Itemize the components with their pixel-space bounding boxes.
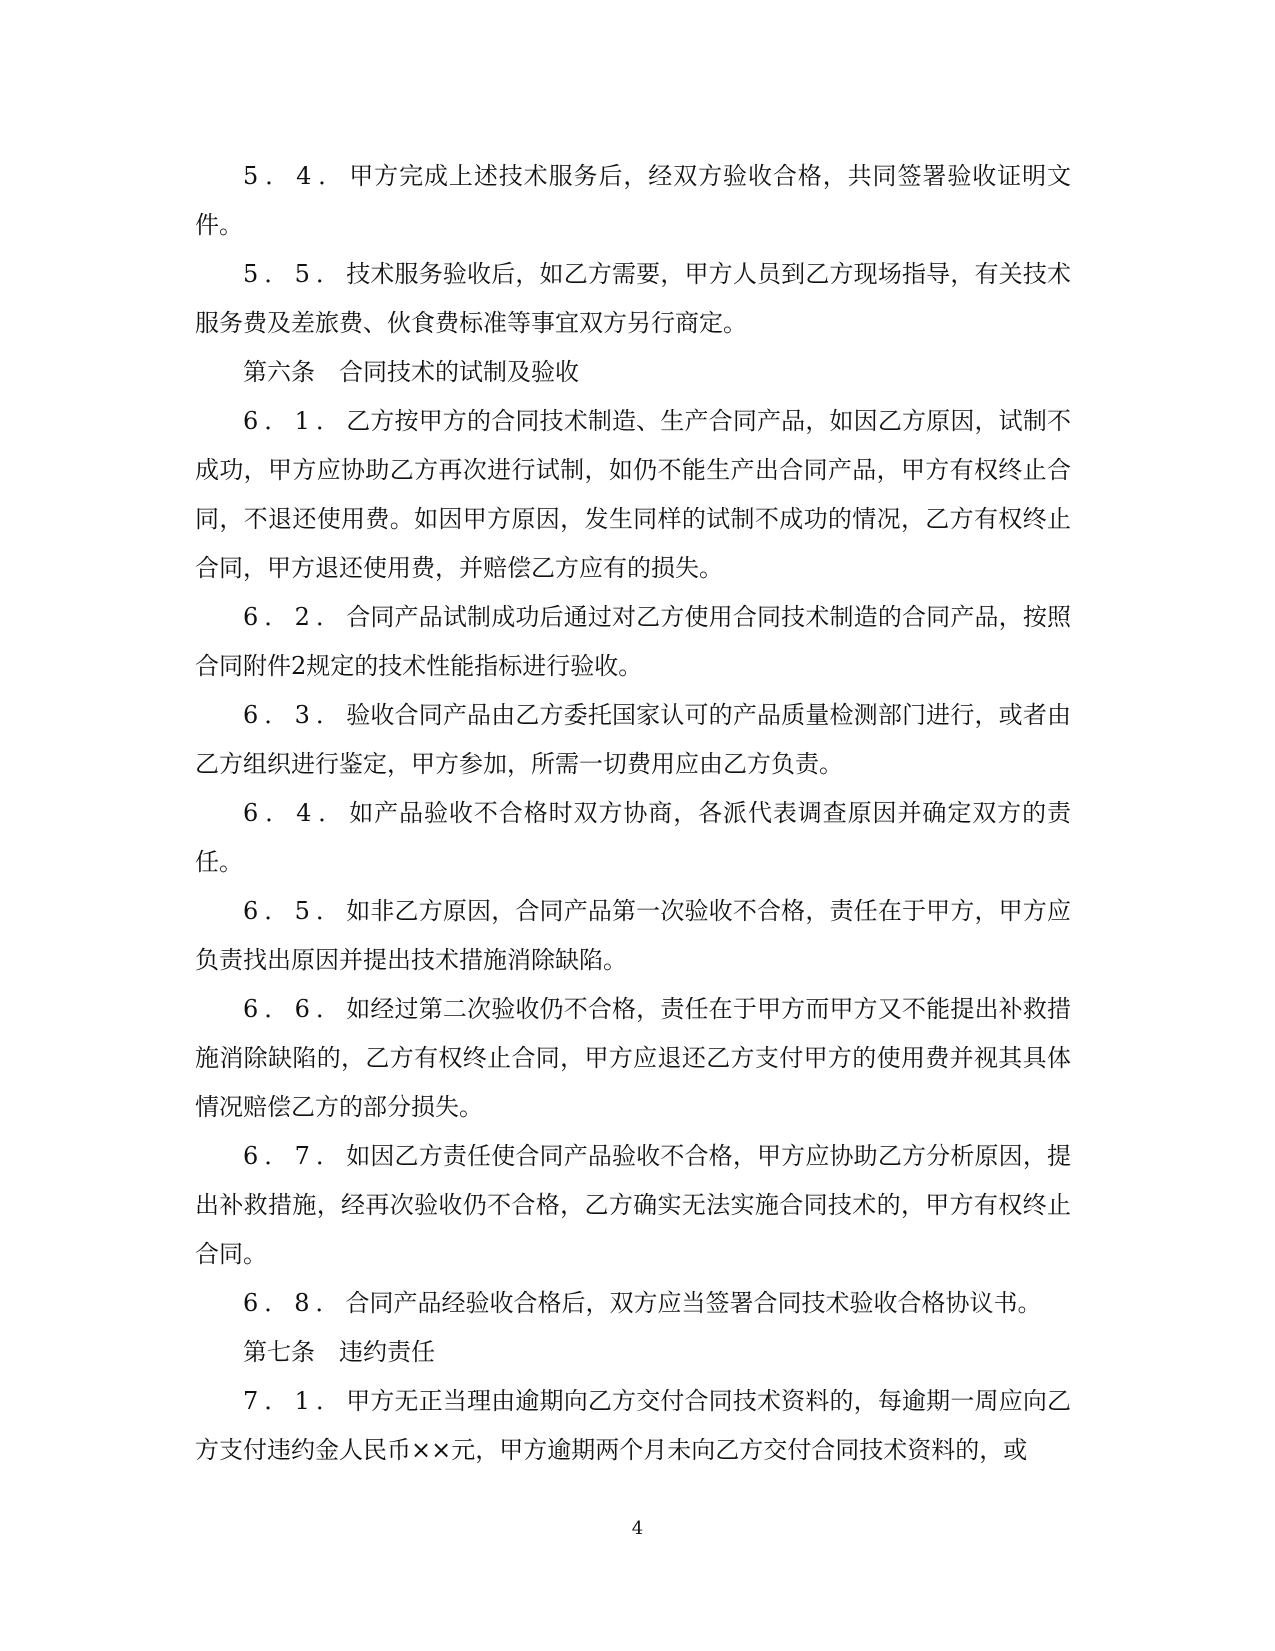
clause-text: 乙方按甲方的合同技术制造、生产合同产品，如因乙方原因，试制不成功，甲方应协助乙方再次进行试制，如仍不能生产出合同产品，甲方有权终止合同，不退还使用费。如因甲方原因，发生同样的试制不成功的情况，乙方有权终止合同，甲方退还使用费，并赔偿乙方应有的损失。 <box>195 407 1071 582</box>
clause-number: 6．5． <box>243 897 347 925</box>
clause-number: 6．1． <box>243 407 347 435</box>
clause-text: 甲方无正当理由逾期向乙方交付合同技术资料的，每逾期一周应向乙方支付违约金人民币××元，甲方逾期两个月未向乙方交付合同技术资料的，或 <box>195 1387 1071 1464</box>
clause-number: 5．4． <box>243 162 350 190</box>
page-number: 4 <box>631 1518 644 1539</box>
clause-text: 合同产品试制成功后通过对乙方使用合同技术制造的合同产品，按照合同附件2规定的技术性能指标进行验收。 <box>195 603 1071 680</box>
clause-number: 7．1． <box>243 1387 347 1415</box>
paragraph-6-7 <box>195 1132 1071 1279</box>
paragraph-6-4 <box>195 789 1071 887</box>
clause-number: 6．3． <box>243 701 347 729</box>
article-number: 第七条 <box>243 1338 315 1366</box>
clause-number: 6．8． <box>243 1289 346 1317</box>
clause-text: 技术服务验收后，如乙方需要，甲方人员到乙方现场指导，有关技术服务费及差旅费、伙食费标准等事宜双方另行商定。 <box>195 260 1071 337</box>
paragraph-5-4 <box>195 152 1071 250</box>
paragraph-7-1 <box>195 1377 1071 1475</box>
clause-number: 6．2． <box>243 603 347 631</box>
clause-text: 合同产品经验收合格后，双方应当签署合同技术验收合格协议书。 <box>345 1289 1042 1317</box>
paragraph-6-5 <box>195 887 1071 985</box>
clause-text: 验收合同产品由乙方委托国家认可的产品质量检测部门进行，或者由乙方组织进行鉴定，甲方参加，所需一切费用应由乙方负责。 <box>195 701 1071 778</box>
clause-text: 如因乙方责任使合同产品验收不合格，甲方应协助乙方分析原因，提出补救措施，经再次验收仍不合格，乙方确实无法实施合同技术的，甲方有权终止合同。 <box>195 1142 1071 1268</box>
paragraph-6-2 <box>195 593 1071 691</box>
article-title: 违约责任 <box>315 1338 435 1366</box>
clause-text: 甲方完成上述技术服务后，经双方验收合格，共同签署验收证明文件。 <box>195 162 1072 239</box>
clause-text: 如产品验收不合格时双方协商，各派代表调查原因并确定双方的责任。 <box>195 799 1072 876</box>
clause-number: 5．5． <box>243 260 347 288</box>
article-number: 第六条 <box>243 358 315 386</box>
clause-number: 6．6． <box>243 995 347 1023</box>
clause-number: 6．4． <box>243 799 350 827</box>
clause-text: 如经过第二次验收仍不合格，责任在于甲方而甲方又不能提出补救措施消除缺陷的，乙方有权终止合同，甲方应退还乙方支付甲方的使用费并视其具体情况赔偿乙方的部分损失。 <box>195 995 1071 1121</box>
document-body <box>195 152 1071 1475</box>
paragraph-5-5 <box>195 250 1071 348</box>
article-title: 合同技术的试制及验收 <box>315 358 579 386</box>
clause-number: 6．7． <box>243 1142 347 1170</box>
clause-text: 如非乙方原因，合同产品第一次验收不合格，责任在于甲方，甲方应负责找出原因并提出技术措施消除缺陷。 <box>195 897 1071 974</box>
paragraph-6-3 <box>195 691 1071 789</box>
paragraph-6-1 <box>195 397 1071 593</box>
paragraph-6-6 <box>195 985 1071 1132</box>
article-6-heading <box>195 348 1071 397</box>
paragraph-6-8 <box>195 1279 1071 1328</box>
article-7-heading <box>195 1328 1071 1377</box>
